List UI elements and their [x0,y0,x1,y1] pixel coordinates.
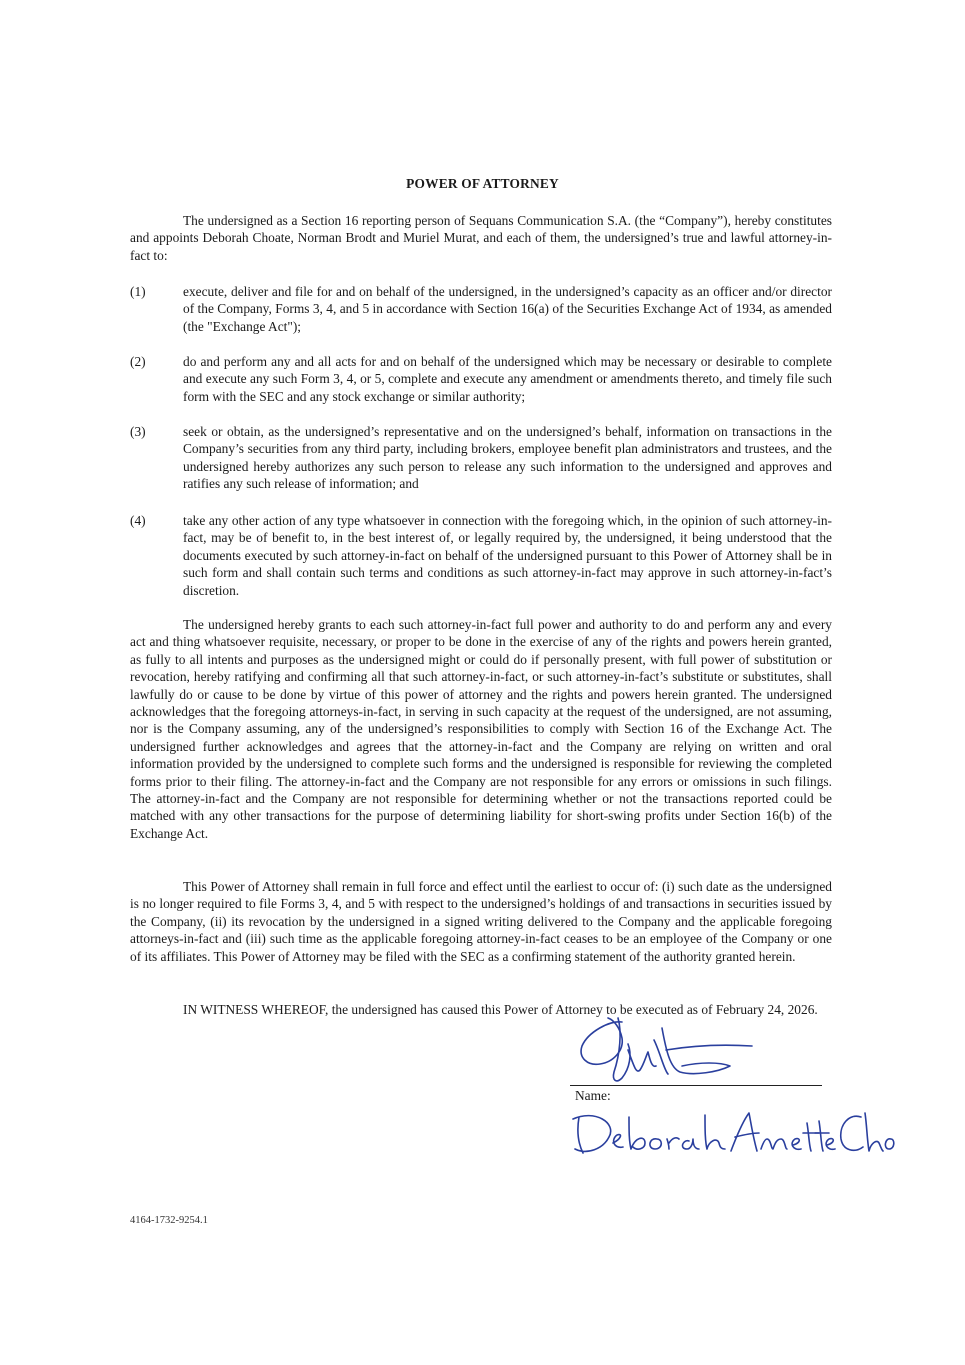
duration-paragraph: This Power of Attorney shall remain in full force and effect until the earliest to occur of: (i) such date as the undersigned is no longer required to file Forms 3, 4, and 5 with respect to the undersigned’s holdings of and transactions in securities issued by the Company, (ii) its revocation by the undersigned in a signed writing delivered to the Company and the applicable foregoing attorneys-in-fact and (iii) such time as the applicable foregoing attorney-in-fact ceases to be an employee of the Company or one of its affiliates. This Power of Attorney may be filed with the SEC as a confirming statement of the authority granted herein. [130,879,832,964]
list-item-number: (4) [130,513,146,528]
name-label: Name: [575,1088,611,1103]
list-item-text: execute, deliver and file for and on behalf of the undersigned, in the undersigned’s capacity as an officer and/or director of the Company, Forms 3, 4, and 5 in accordance with Section 16(a) of the Securities Exchange Act of 1934, as amended (the "Exchange Act"); [183,284,832,334]
list-item-text: take any other action of any type whatsoever in connection with the foregoing which, in the opinion of such attorney-in-fact, may be of benefit to, in the best interest of, or legally required by, the undersigned, it being understood that the documents executed by such attorney-in-fact on behalf of the undersigned pursuant to this Power of Attorney shall be in such form and shall contain such terms and conditions as such attorney-in-fact may approve in such attorney-in-fact’s discretion. [183,513,832,598]
witness-paragraph: IN WITNESS WHEREOF, the undersigned has caused this Power of Attorney to be executed as of February 24, 2026. [183,1002,818,1017]
document-title: POWER OF ATTORNEY [406,176,559,191]
list-item-number: (3) [130,424,146,439]
list-item-text: do and perform any and all acts for and on behalf of the undersigned which may be necessary or desirable to complete and execute any such Form 3, 4, or 5, complete and execute any amendment or amendments thereto, and timely file such form with the SEC and any stock exchange or similar authority; [183,354,832,404]
grant-paragraph: The undersigned hereby grants to each such attorney-in-fact full power and authority to do and perform any and every act and thing whatsoever requisite, necessary, or proper to be done in the exercise of any of the rights and powers herein granted, as fully to all intents and purposes as the undersigned might or could do if personally present, with full power of substitution or revocation, hereby ratifying and confirming all that such attorney-in-fact, or such attorney-in-fact’s substitute or substitutes, shall lawfully do or cause to be done by virtue of this power of attorney and the rights and powers herein granted. The undersigned acknowledges that the foregoing attorneys-in-fact, in serving in such capacity at the request of the undersigned, are not assuming, nor is the Company assuming, any of the undersigned’s responsibilities to comply with Section 16 of the Exchange Act. The undersigned further acknowledges and agrees that the attorney-in-fact and the Company are relying on written and oral information provided by the undersigned to complete such forms and the undersigned is responsible for reviewing the completed forms prior to their filing. The attorney-in-fact and the Company are not responsible for any errors or omissions in such filings. The attorney-in-fact and the Company are not responsible for determining whether or not the transactions reported could be matched with any other transactions for the purpose of determining liability for short-swing profits under Section 16(b) of the Exchange Act. [130,617,832,841]
intro-paragraph: The undersigned as a Section 16 reporting person of Sequans Communication S.A. (the “Company”), hereby constitutes and appoints Deborah Choate, Norman Brodt and Muriel Murat, and each of them, the undersigned’s true and lawful attorney-in-fact to: [130,213,832,263]
list-item-number: (1) [130,284,146,299]
signature-line [570,1085,822,1086]
document-footer-code: 4164-1732-9254.1 [130,1215,208,1226]
list-item-number: (2) [130,354,146,369]
signature-scribble [570,1010,770,1090]
handwritten-name-signature [565,1103,895,1163]
list-item-text: seek or obtain, as the undersigned’s representative and on the undersigned’s behalf, information on transactions in the Company’s securities from any third party, including brokers, employee benefit plan administrators and trustees, and the undersigned hereby authorizes any such person to release any such information to the undersigned and approves and ratifies any such release of information; and [183,424,832,492]
